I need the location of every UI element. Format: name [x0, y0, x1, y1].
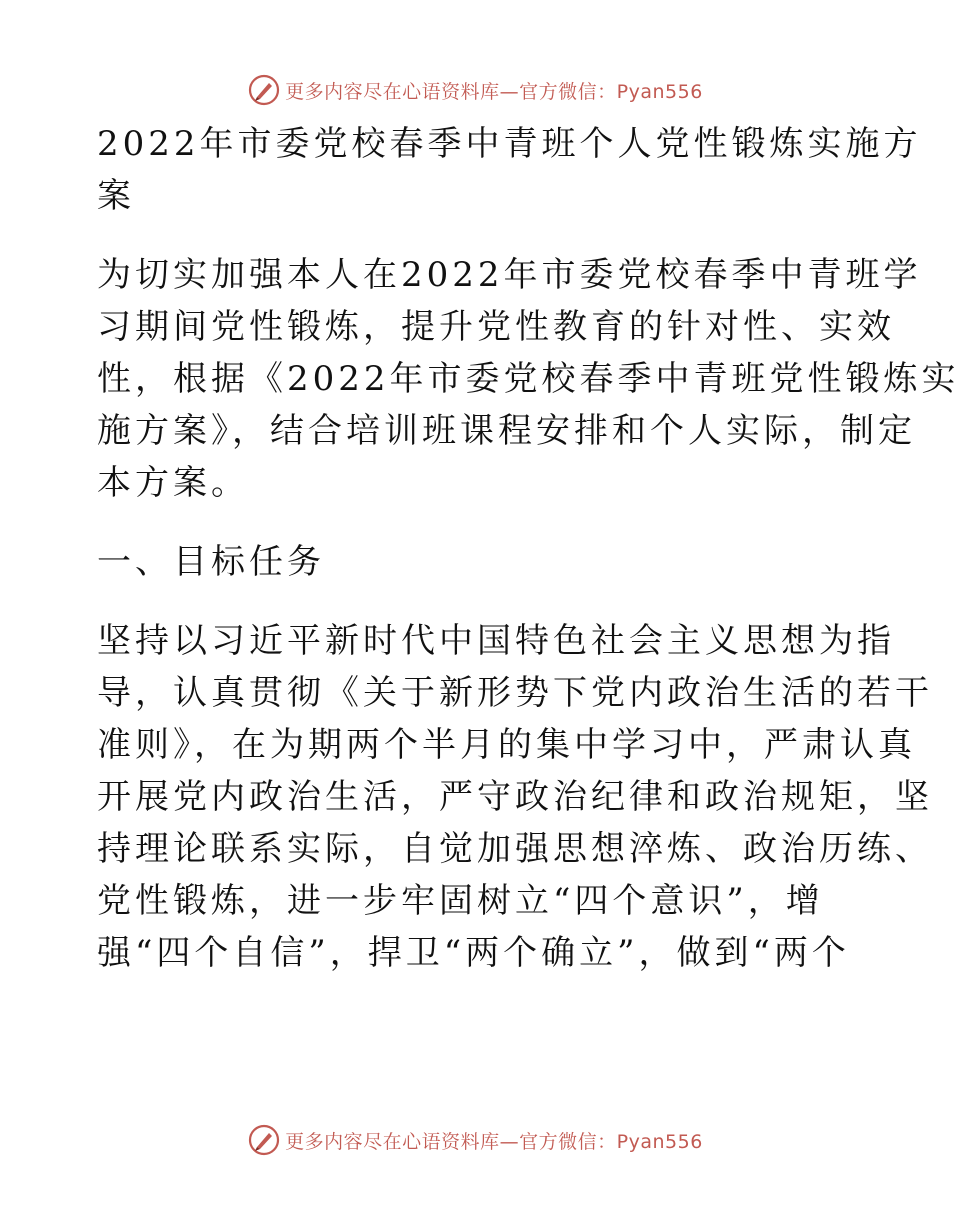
paragraph-2-line-5: 持理论联系实际，自觉加强思想淬炼、政治历练、 [97, 829, 933, 869]
watermark-footer [0, 1120, 950, 1160]
paragraph-1-line-3: 性，根据《2022年市委党校春季中青班党性锻炼实 [97, 359, 960, 399]
paragraph-2-line-6: 党性锻炼，进一步牢固树立“四个意识”，增 [97, 881, 824, 921]
document-title-line-1: 2022年市委党校春季中青班个人党性锻炼实施方 [97, 124, 922, 164]
paragraph-2-line-1: 坚持以习近平新时代中国特色社会主义思想为指 [97, 621, 895, 661]
document-title-line-2: 案 [97, 176, 135, 216]
paragraph-1-line-2: 习期间党性锻炼，提升党性教育的针对性、实效 [97, 307, 895, 347]
paragraph-2-line-7: 强“四个自信”，捍卫“两个确立”，做到“两个 [97, 933, 850, 973]
section-1-heading: 一、目标任务 [97, 542, 325, 582]
document-body [97, 118, 960, 979]
paragraph-1-line-4: 施方案》，结合培训班课程安排和个人实际，制定 [97, 411, 916, 451]
paragraph-2-line-3: 准则》，在为期两个半月的集中学习中，严肃认真 [97, 725, 916, 765]
watermark-text: 更多内容尽在心语资料库—官方微信：Pyan556 [285, 80, 703, 103]
watermark-header [0, 70, 950, 110]
paragraph-2-line-4: 开展党内政治生活，严守政治纪律和政治规矩，坚 [97, 777, 933, 817]
paragraph-1-line-5: 本方案。 [97, 463, 249, 503]
watermark-text: 更多内容尽在心语资料库—官方微信：Pyan556 [285, 1130, 703, 1153]
paragraph-2-line-2: 导，认真贯彻《关于新形势下党内政治生活的若干 [97, 673, 933, 713]
paragraph-1-line-1: 为切实加强本人在2022年市委党校春季中青班学 [97, 255, 922, 295]
pen-logo-icon [247, 73, 281, 107]
pen-logo-icon [247, 1123, 281, 1157]
